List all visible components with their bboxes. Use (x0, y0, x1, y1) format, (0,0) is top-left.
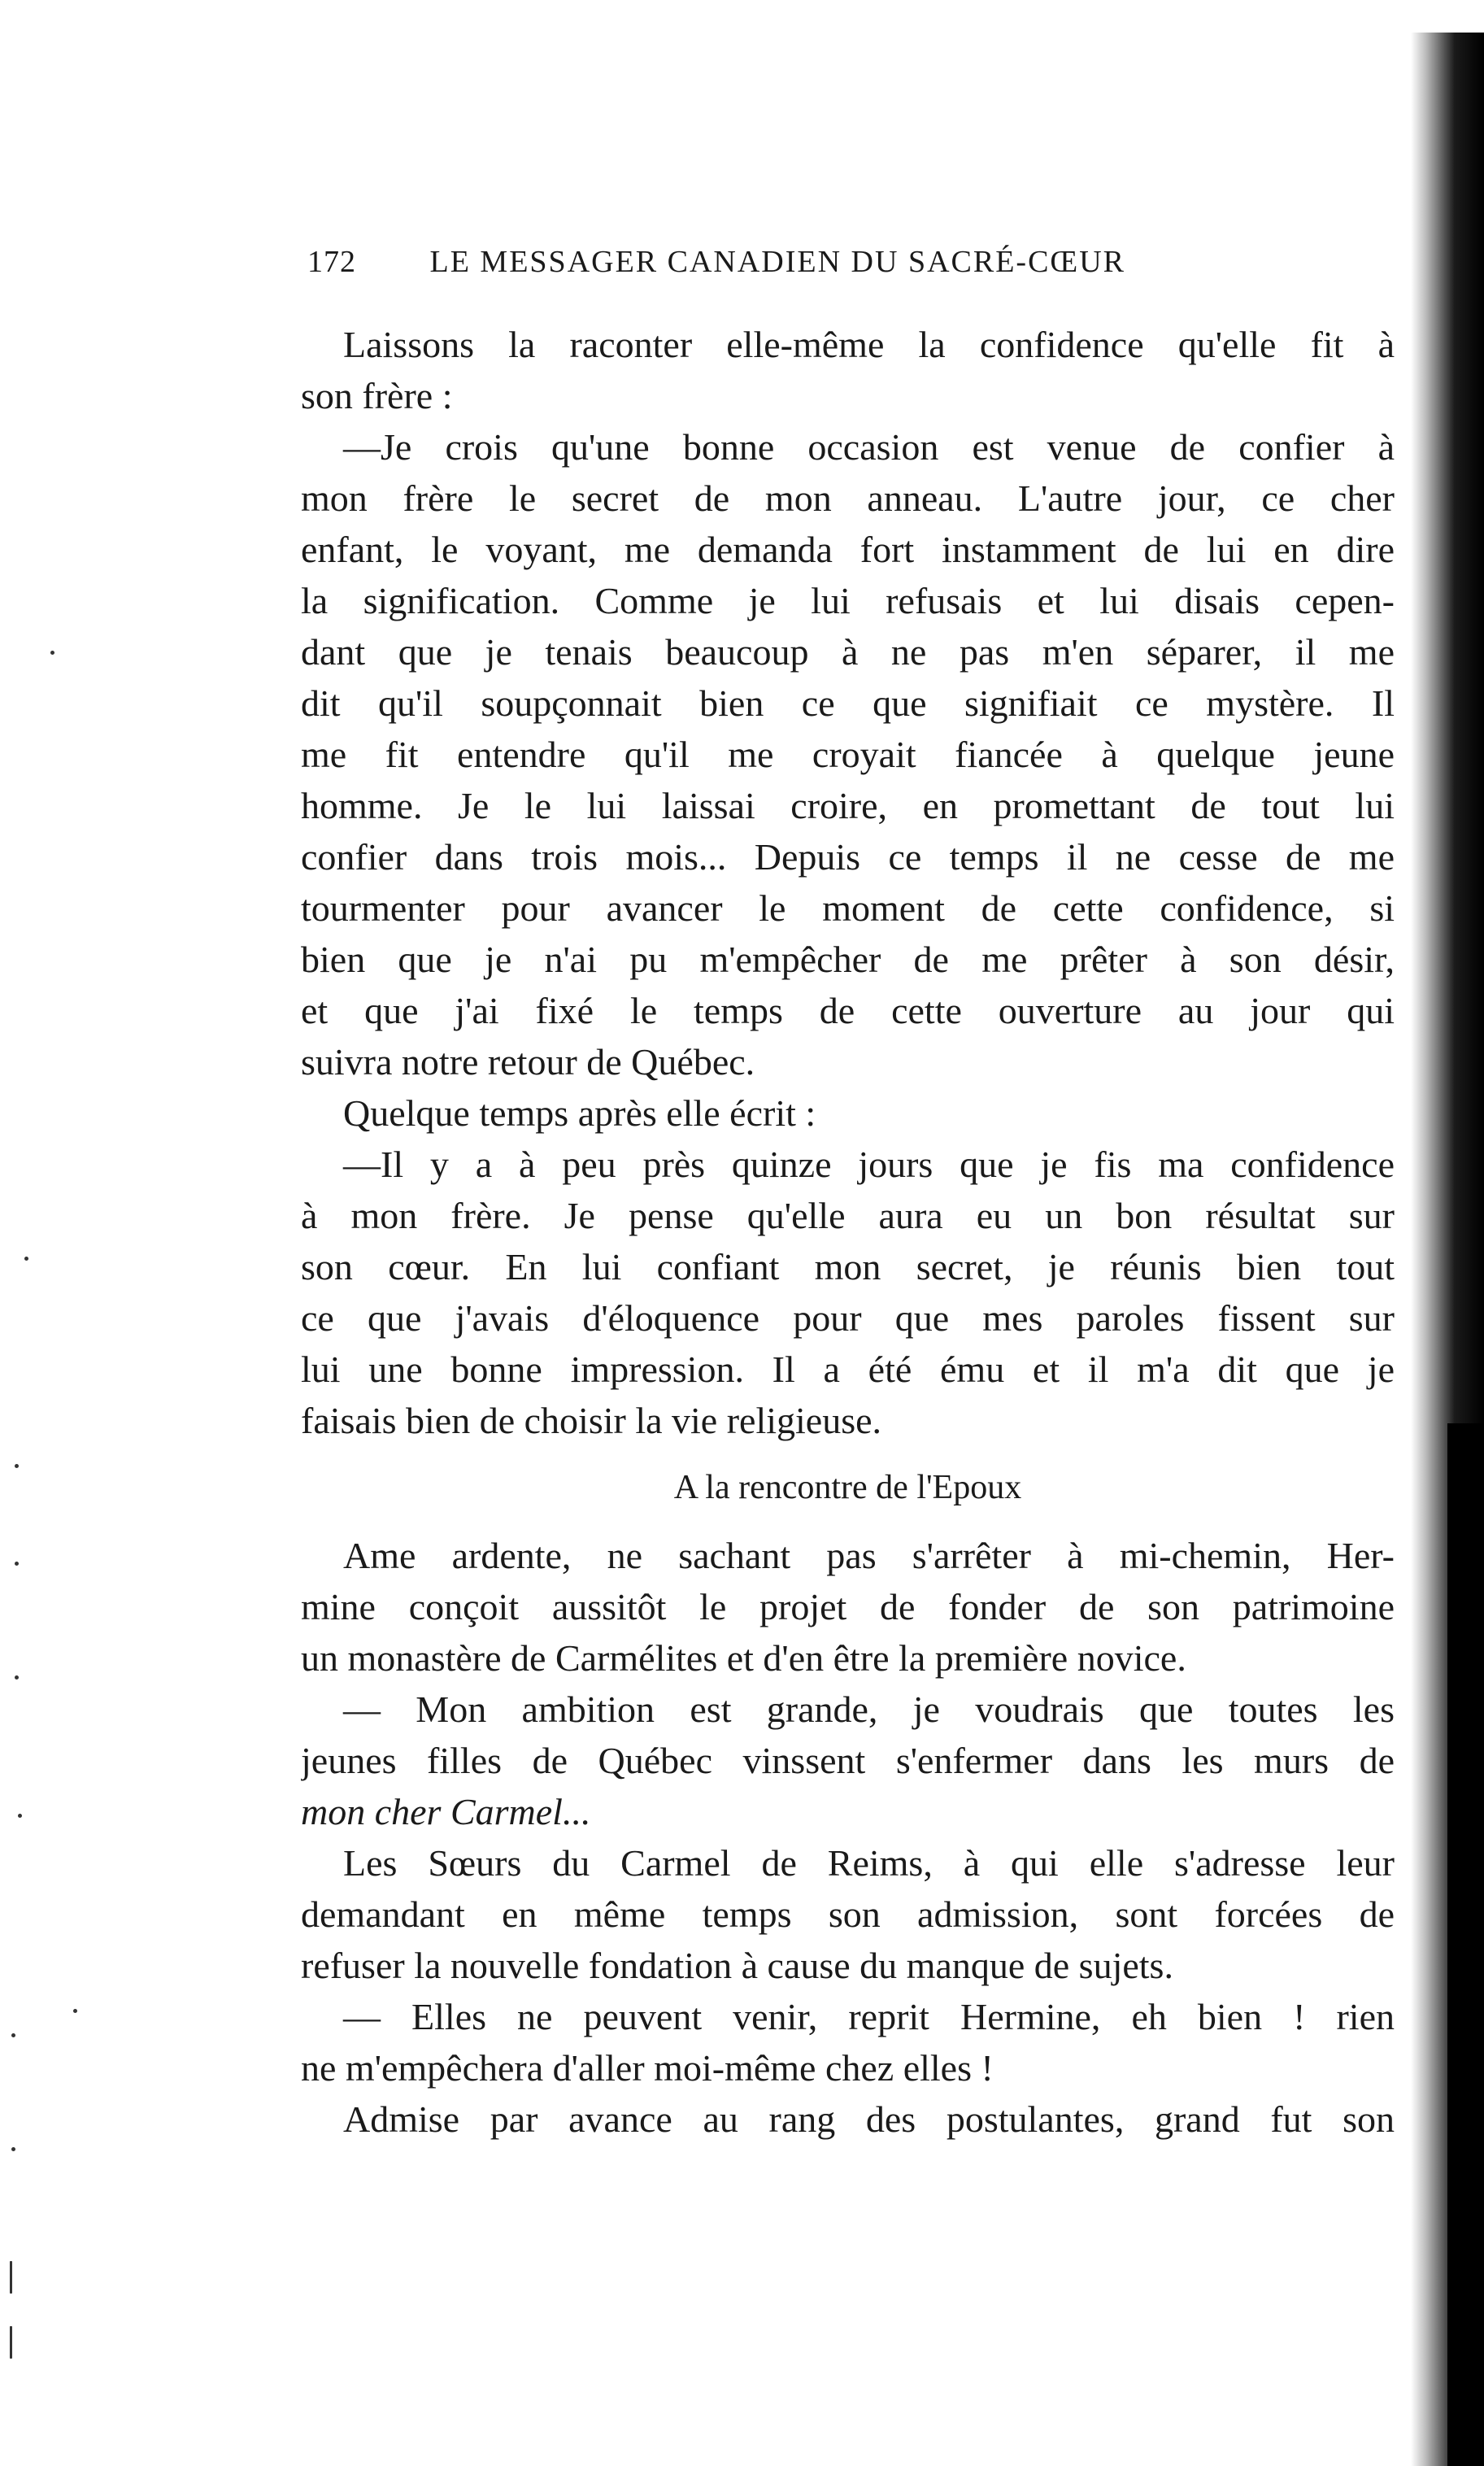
text-line: Admise par avance au rang des postulantes, grand fut son (343, 2098, 1395, 2140)
speck (18, 1814, 22, 1818)
text-line: et que j'ai fixé le temps de cette ouverture au jour qui (301, 990, 1395, 1031)
text-line: faisais bien de choisir la vie religieuse. (301, 1400, 882, 1441)
speck (24, 1257, 28, 1261)
speck (10, 2261, 12, 2294)
text-line: mon frère le secret de mon anneau. L'autre jour, ce cher (301, 477, 1395, 519)
speck (50, 651, 54, 655)
running-title: LE MESSAGER CANADIEN DU SACRÉ-CŒUR (429, 245, 1125, 279)
speck (15, 1675, 19, 1680)
speck (11, 2033, 15, 2037)
text-line: — Elles ne peuvent venir, reprit Hermine, eh bien ! rien (343, 1996, 1395, 2037)
body-text (301, 319, 1395, 2145)
text-line: son cœur. En lui confiant mon secret, je réunis bien tout (301, 1246, 1395, 1287)
text-line: demandant en même temps son admission, sont forcées de (301, 1893, 1395, 1935)
text-line: lui une bonne impression. Il a été ému et il m'a dit que je (301, 1348, 1395, 1390)
section-title: A la rencontre de l'Epoux (673, 1469, 1022, 1506)
text-line: —Je crois qu'une bonne occasion est venue de confier à (343, 426, 1395, 468)
text-line: me fit entendre qu'il me croyait fiancée à quelque jeune (301, 734, 1395, 775)
margin-specks (0, 0, 98, 2466)
speck (15, 1464, 19, 1468)
speck (15, 1562, 19, 1566)
text-line: Les Sœurs du Carmel de Reims, à qui elle s'adresse leur (343, 1842, 1395, 1884)
text-line: jeunes filles de Québec vinssent s'enfermer dans les murs de (301, 1740, 1395, 1781)
text-line: Ame ardente, ne sachant pas s'arrêter à mi-chemin, Her- (343, 1535, 1395, 1576)
speck (11, 2147, 15, 2151)
text-line: son frère : (301, 375, 453, 416)
text-line: —Il y a à peu près quinze jours que je fis ma confidence (343, 1144, 1395, 1185)
text-line: à mon frère. Je pense qu'elle aura eu un bon résultat sur (301, 1195, 1395, 1236)
text-line: Laissons la raconter elle-même la confidence qu'elle fit à (343, 324, 1395, 365)
text-line: suivra notre retour de Québec. (301, 1041, 755, 1083)
text-line: enfant, le voyant, me demanda fort instamment de lui en dire (301, 529, 1395, 570)
text-line: ne m'empêchera d'aller moi-même chez elles ! (301, 2047, 994, 2089)
speck (10, 2326, 12, 2359)
text-line: — Mon ambition est grande, je voudrais que toutes les (343, 1688, 1395, 1730)
text-line: Quelque temps après elle écrit : (343, 1092, 816, 1134)
speck (73, 2009, 77, 2013)
text-line: tourmenter pour avancer le moment de cette confidence, si (301, 887, 1395, 929)
binding-edge (1447, 1423, 1484, 2466)
text-line: homme. Je le lui laissai croire, en promettant de tout lui (301, 785, 1395, 826)
text-line: la signification. Comme je lui refusais et lui disais cepen- (301, 580, 1395, 621)
page-header (307, 244, 1373, 280)
text-line: mon cher Carmel... (301, 1791, 591, 1832)
page-number: 172 (307, 245, 356, 279)
text-line: dant que je tenais beaucoup à ne pas m'en séparer, il me (301, 631, 1395, 673)
text-line: refuser la nouvelle fondation à cause du manque de sujets. (301, 1945, 1173, 1986)
text-line: un monastère de Carmélites et d'en être la première novice. (301, 1637, 1186, 1679)
text-line: mine conçoit aussitôt le projet de fonder de son patrimoine (301, 1586, 1395, 1627)
text-line: ce que j'avais d'éloquence pour que mes paroles fissent sur (301, 1297, 1395, 1339)
text-line: confier dans trois mois... Depuis ce temps il ne cesse de me (301, 836, 1395, 878)
text-line: bien que je n'ai pu m'empêcher de me prêter à son désir, (301, 939, 1395, 980)
text-line: dit qu'il soupçonnait bien ce que signifiait ce mystère. Il (301, 682, 1395, 724)
